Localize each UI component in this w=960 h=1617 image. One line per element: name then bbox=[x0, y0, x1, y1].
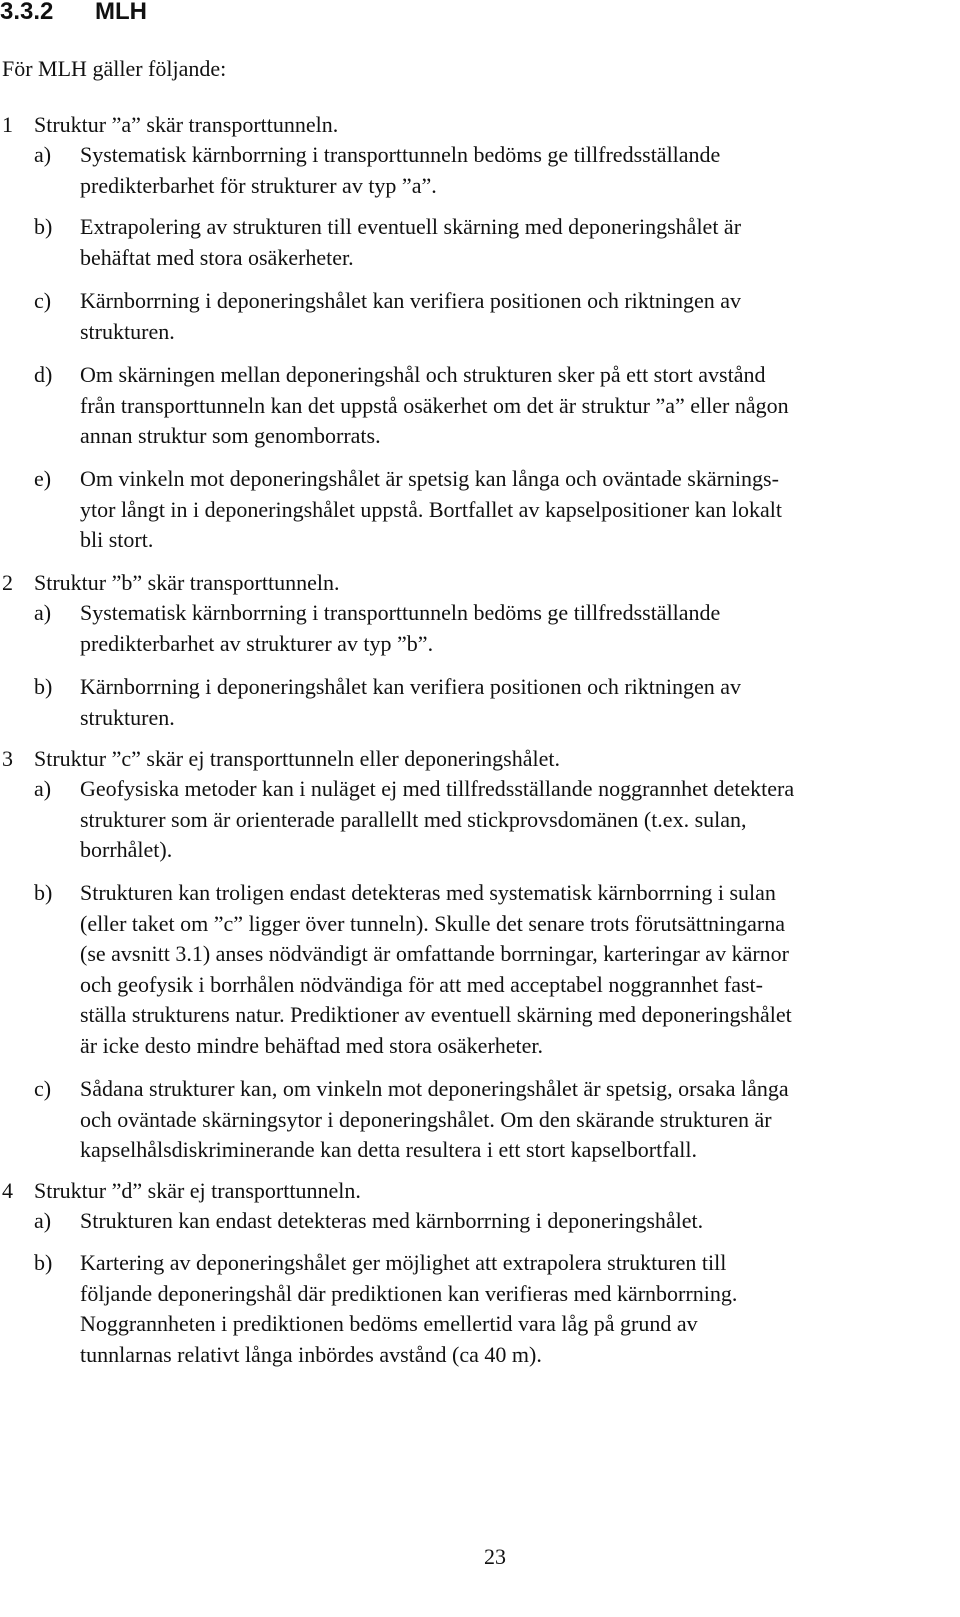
sub-item-text bbox=[80, 140, 940, 201]
sub-item-text bbox=[80, 878, 940, 1061]
list-item-title-text: Struktur ”a” skär transporttunneln. bbox=[34, 112, 339, 137]
text-line: är icke desto mindre behäftad med stora osäkerheter. bbox=[80, 1032, 544, 1058]
list-item-number: 3 bbox=[2, 746, 13, 771]
text-line: Extrapolering av strukturen till eventuell skärning med deponeringshålet är bbox=[80, 214, 742, 239]
list-item-title-text: Struktur ”b” skär transporttunneln. bbox=[34, 570, 340, 595]
sub-item-text bbox=[80, 672, 940, 733]
text-line: Kartering av deponeringshålet ger möjlighet att extrapolera strukturen till bbox=[80, 1250, 727, 1275]
text-line: strukturen. bbox=[80, 318, 175, 344]
text-line: predikterbarhet av strukturer av typ ”b”. bbox=[80, 630, 434, 656]
text-line: Systematisk kärnborrning i transporttunneln bedöms ge tillfredsställande bbox=[80, 142, 721, 167]
text-line: predikterbarhet för strukturer av typ ”a”. bbox=[80, 172, 437, 198]
sub-item-letter: e) bbox=[34, 466, 52, 491]
text-line: följande deponeringshål där prediktionen kan verifieras med kärnborrning. bbox=[80, 1280, 738, 1306]
list-item-title bbox=[2, 568, 340, 599]
list-item-number: 4 bbox=[2, 1178, 13, 1203]
sub-item-text bbox=[80, 1074, 940, 1166]
text-line: och oväntade skärningsytor i deponeringshålet. Om den skärande strukturen är bbox=[80, 1106, 772, 1132]
sub-item-letter: a) bbox=[34, 142, 52, 167]
text-line: Om vinkeln mot deponeringshålet är spetsig kan långa och oväntade skärnings- bbox=[80, 466, 779, 491]
text-line: Strukturen kan endast detekteras med kärnborrning i deponeringshålet. bbox=[80, 1208, 704, 1233]
text-line: Strukturen kan troligen endast detekteras med systematisk kärnborrning i sulan bbox=[80, 880, 776, 905]
text-line: ytor långt in i deponeringshålet uppstå. Bortfallet av kapselpositioner kan lokalt bbox=[80, 496, 783, 522]
sub-item-text bbox=[80, 1248, 940, 1370]
list-item-number: 2 bbox=[2, 570, 13, 595]
text-line: (se avsnitt 3.1) anses nödvändigt är omfattande borrningar, karteringar av kärnor bbox=[80, 941, 789, 966]
page-number: 23 bbox=[484, 1544, 506, 1569]
section-number: 3.3.2 bbox=[0, 0, 54, 25]
text-line: Sådana strukturer kan, om vinkeln mot deponeringshålet är spetsig, orsaka långa bbox=[80, 1076, 789, 1101]
sub-item-text bbox=[80, 774, 940, 866]
text-line: Om skärningen mellan deponeringshål och strukturen sker på ett stort avstånd bbox=[80, 362, 766, 387]
sub-item-letter: a) bbox=[34, 600, 52, 625]
text-line: Kärnborrning i deponeringshålet kan verifiera positionen och riktningen av bbox=[80, 674, 742, 699]
text-line: behäftat med stora osäkerheter. bbox=[80, 244, 354, 270]
text-line: tunnlarnas relativt långa inbördes avstånd (ca 40 m). bbox=[80, 1341, 542, 1367]
text-line: bli stort. bbox=[80, 527, 154, 552]
list-item-title bbox=[2, 110, 338, 141]
sub-item-letter: b) bbox=[34, 880, 53, 905]
sub-item-text bbox=[80, 360, 940, 452]
sub-item-text bbox=[80, 1206, 940, 1237]
sub-item-letter: a) bbox=[34, 776, 52, 801]
sub-item-letter: d) bbox=[34, 362, 53, 387]
sub-item-letter: c) bbox=[34, 1076, 52, 1101]
sub-item-text bbox=[80, 598, 940, 659]
list-item-title-text: Struktur ”d” skär ej transporttunneln. bbox=[34, 1178, 361, 1203]
sub-item-letter: b) bbox=[34, 214, 53, 239]
list-item-title bbox=[2, 1176, 361, 1207]
text-line: Kärnborrning i deponeringshålet kan verifiera positionen och riktningen av bbox=[80, 288, 742, 313]
sub-item-text bbox=[80, 464, 940, 556]
text-line: (eller taket om ”c” ligger över tunneln). Skulle det senare trots förutsättningarna bbox=[80, 910, 785, 936]
text-line: strukturen. bbox=[80, 704, 175, 730]
text-line: ställa strukturens natur. Prediktioner av eventuell skärning med deponeringshålet bbox=[80, 1002, 792, 1027]
section-title: MLH bbox=[95, 0, 147, 25]
section-heading bbox=[0, 0, 147, 28]
text-line: Systematisk kärnborrning i transporttunneln bedöms ge tillfredsställande bbox=[80, 600, 721, 625]
sub-item-letter: b) bbox=[34, 674, 53, 699]
sub-item-letter: c) bbox=[34, 288, 52, 313]
text-line: strukturer som är orienterade parallellt med stickprovsdomänen (t.ex. sulan, bbox=[80, 806, 747, 832]
sub-item-letter: b) bbox=[34, 1250, 53, 1275]
sub-item-text bbox=[80, 212, 940, 273]
text-line: från transporttunneln kan det uppstå osäkerhet om det är struktur ”a” eller någon bbox=[80, 392, 789, 418]
text-line: annan struktur som genomborrats. bbox=[80, 423, 381, 448]
text-line: Geofysiska metoder kan i nuläget ej med tillfredsställande noggrannhet detektera bbox=[80, 776, 795, 801]
list-item-title-text: Struktur ”c” skär ej transporttunneln eller deponeringshålet. bbox=[34, 746, 560, 771]
text-line: kapselhålsdiskriminerande kan detta resultera i ett stort kapselbortfall. bbox=[80, 1137, 698, 1162]
text-line: Noggrannheten i prediktionen bedöms emellertid vara låg på grund av bbox=[80, 1311, 698, 1336]
text-line: borrhålet). bbox=[80, 837, 173, 862]
list-item-number: 1 bbox=[2, 112, 13, 137]
sub-item-letter: a) bbox=[34, 1208, 52, 1233]
list-item-title bbox=[2, 744, 560, 775]
text-line: och geofysik i borrhålen nödvändiga för att med acceptabel noggrannhet fast- bbox=[80, 971, 763, 997]
sub-item-text bbox=[80, 286, 940, 347]
intro-text: För MLH gäller följande: bbox=[2, 56, 227, 81]
